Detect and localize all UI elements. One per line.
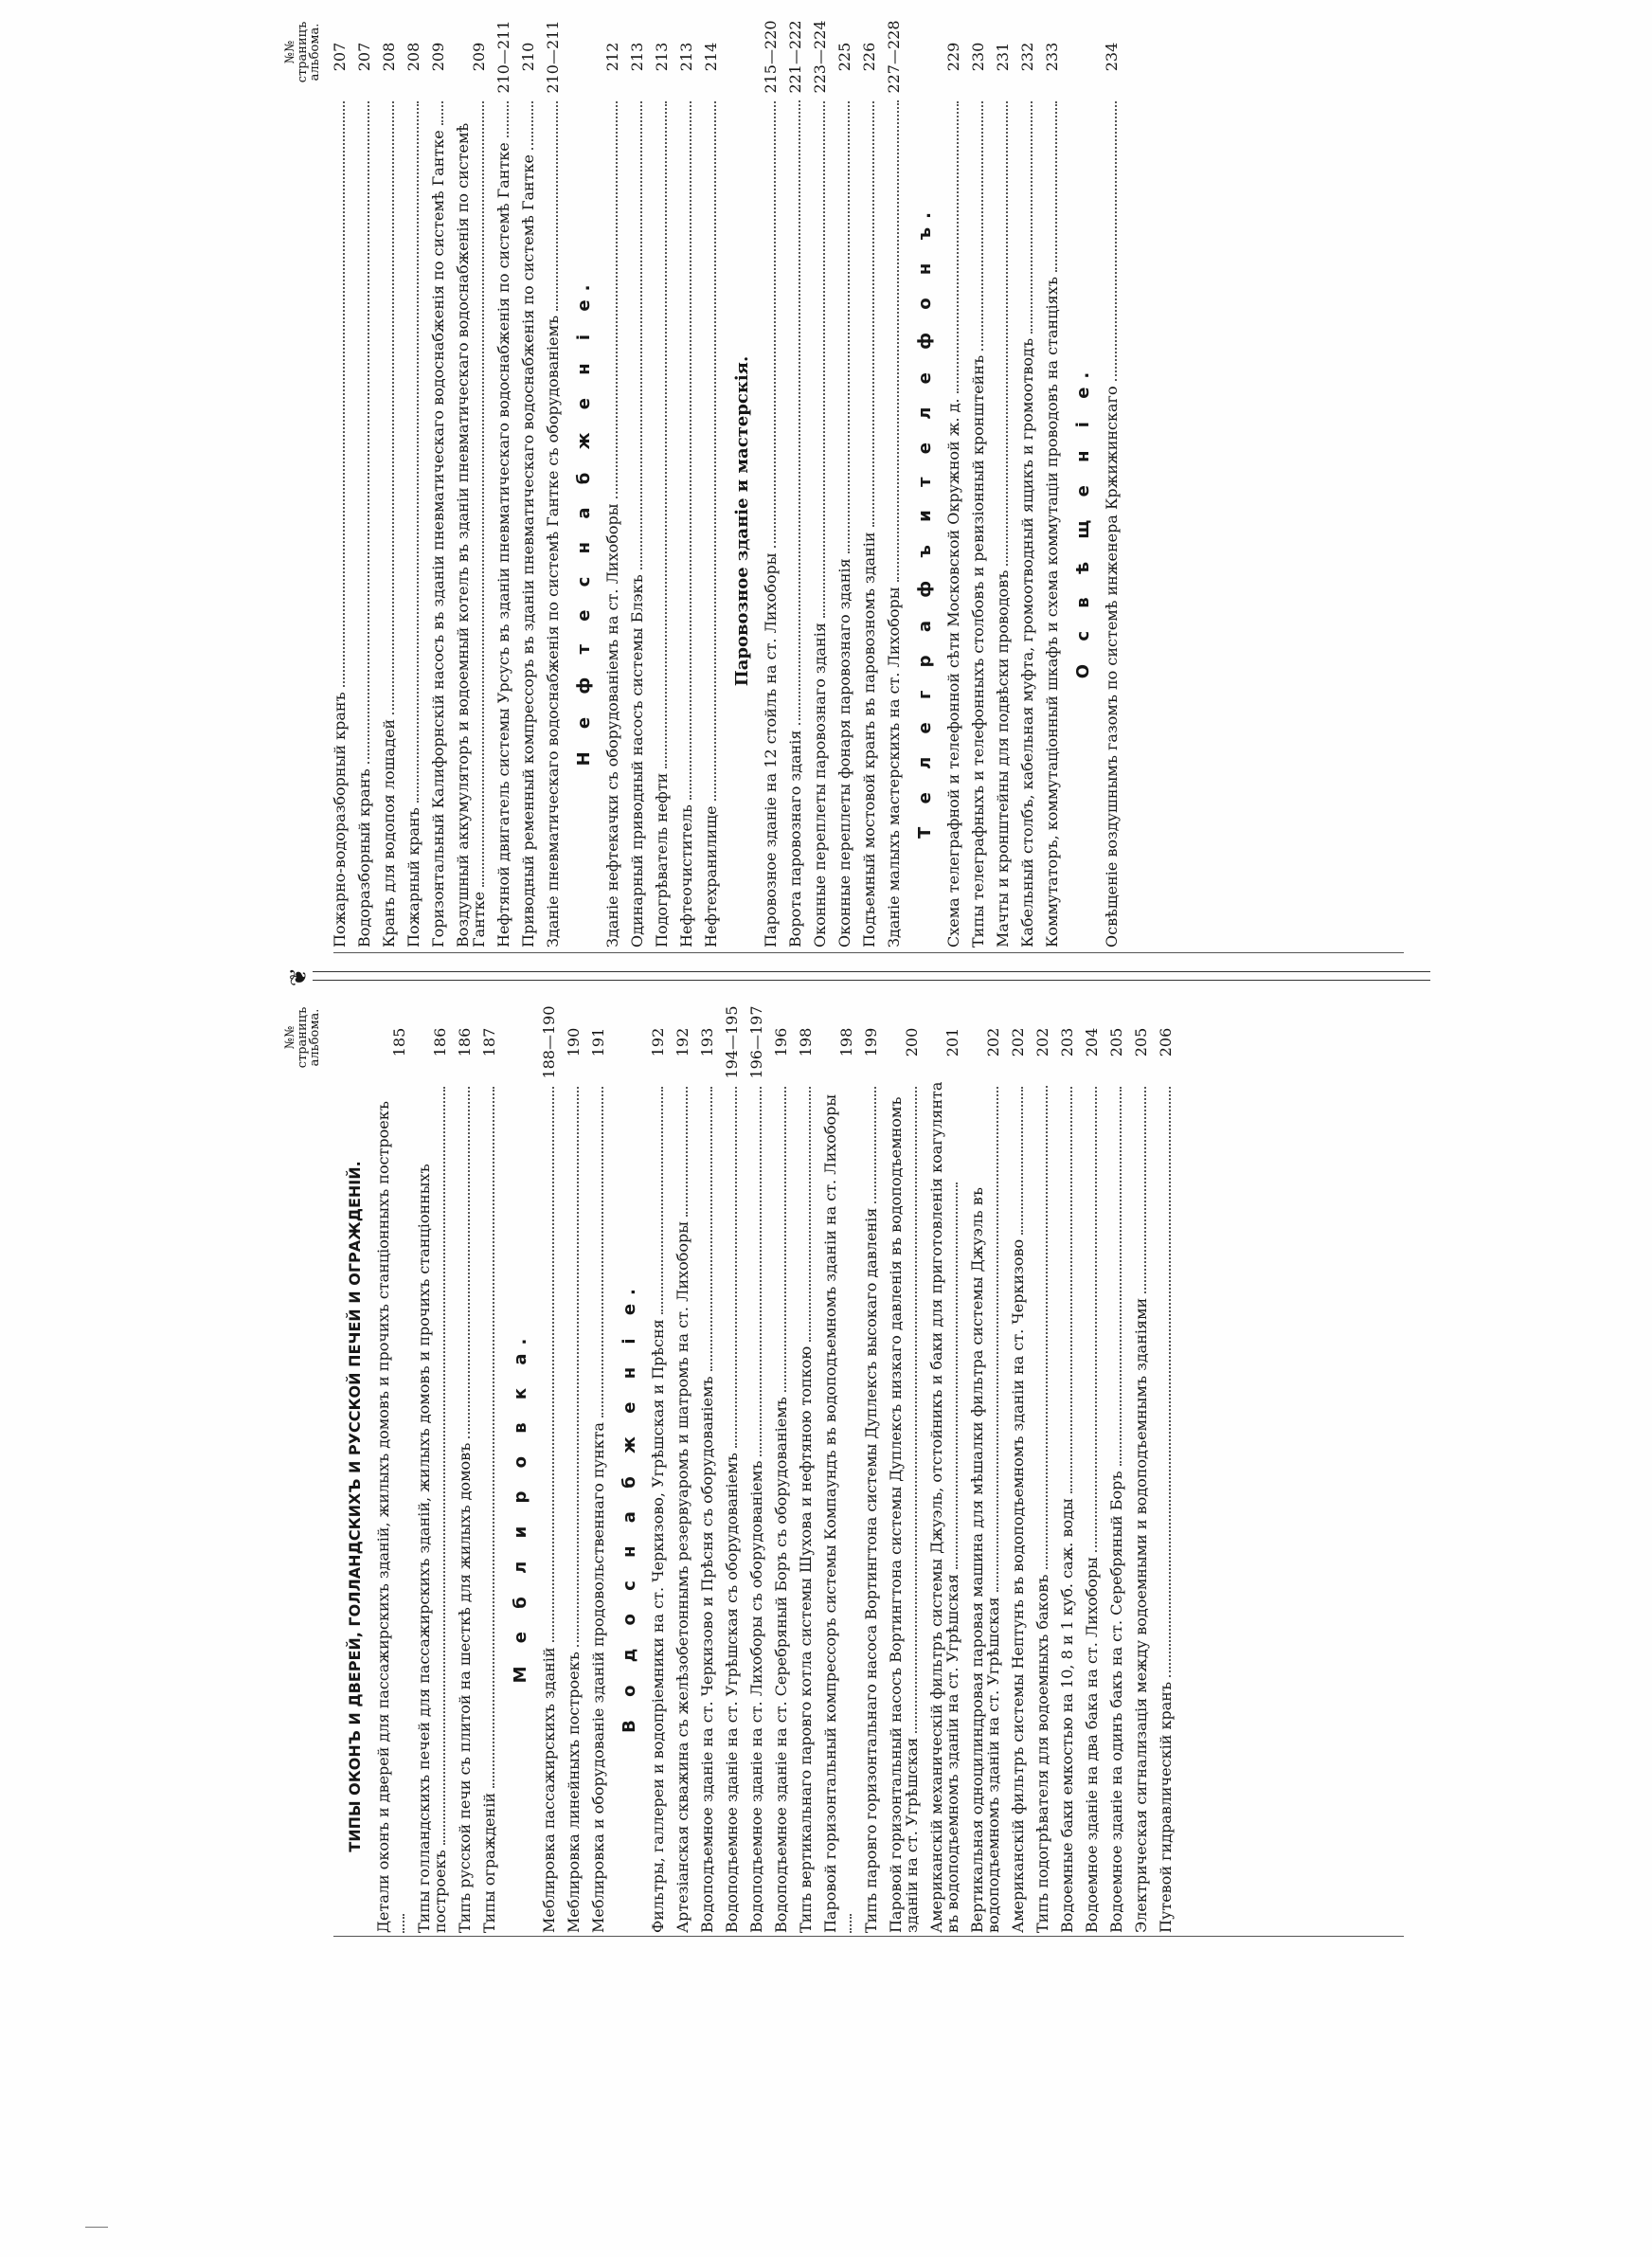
entry-page-number: 210 (519, 42, 537, 72)
entry-page-number: 204 (1083, 1027, 1101, 1057)
entry-title (381, 95, 397, 948)
entry-page-number: 232 (1018, 42, 1036, 72)
entry-page-number: 214 (702, 42, 720, 72)
leader-dots (493, 1087, 494, 1788)
entry-title (1104, 95, 1120, 948)
contents-list (1104, 19, 1120, 948)
entry-page-number: 209 (429, 42, 447, 72)
contents-entry (604, 19, 620, 948)
entry-page-number: 192 (649, 1027, 667, 1057)
contents-entry (650, 1004, 666, 1933)
leader-dots (690, 101, 691, 800)
leader-dots (1021, 1087, 1023, 1235)
entry-title (822, 1080, 854, 1933)
entry-title-text: Приводный ременный компрессоръ въ зданіи пневматическаго водоснабженія по системѣ Гантке (519, 154, 537, 948)
entry-title-text: Паровой горизонтальный компрессоръ системы Компаундъ въ водоподъемномъ зданіи на ст. Лихоборы (821, 1093, 839, 1933)
entry-title-text: Водоемное зданіе на одинъ бакъ на ст. Серебряный Боръ (1107, 1471, 1125, 1933)
entry-page-number: 206 (1157, 1027, 1175, 1057)
entry-title-text: Водоемное зданіе на два бака на ст. Лихоборы (1083, 1557, 1101, 1933)
entry-title (481, 1080, 497, 1933)
entry-page-number: 202 (984, 1027, 1002, 1057)
contents-entry (455, 19, 487, 948)
contents-entry (945, 19, 961, 948)
entry-page-number: 230 (969, 42, 987, 72)
leader-dots (686, 1087, 688, 1217)
contents-entry (481, 1004, 497, 1933)
leader-dots (1070, 1087, 1072, 1493)
entry-title-text: Паровозное зданіе на 12 стойлъ на ст. Лихоборы (762, 552, 780, 948)
entry-page-number: 210—211 (544, 20, 562, 94)
entry-title-text: Типы огражденій (480, 1792, 498, 1933)
entry-page-number: 226 (860, 42, 878, 72)
entry-title-text: Пожарно-водоразборный кранъ (331, 692, 349, 948)
entry-title-text: Мачты и кронштейны для подвѣски проводовъ (994, 569, 1012, 948)
entry-title (1059, 1080, 1075, 1933)
entry-page-number: 202 (1009, 1027, 1027, 1057)
entry-title (430, 95, 446, 948)
entry-title-text: Меблировка линейныхъ построекъ (565, 1652, 583, 1933)
entry-title-text: Ворота паровознаго зданія (786, 730, 804, 948)
entry-title-text: Водоподъемное зданіе на ст. Черкизово и Прѣсня съ оборудованіемъ (698, 1376, 716, 1933)
entry-title-text: Подогрѣватель нефти (653, 772, 671, 948)
entry-page-number: 191 (589, 1027, 607, 1057)
entry-page-number: 227—228 (885, 20, 903, 94)
contents-entry (416, 1004, 448, 1933)
entry-page-number: 208 (404, 42, 422, 72)
leader-dots (468, 1087, 470, 1438)
contents-entry (886, 19, 902, 948)
contents-entry (812, 19, 828, 948)
entry-title (836, 95, 853, 948)
entry-title (1108, 1080, 1124, 1933)
entry-page-number: 202 (1033, 1027, 1051, 1057)
entry-title (1010, 1080, 1026, 1933)
leader-dots (343, 101, 345, 687)
entry-title (1044, 95, 1060, 948)
contents-list (604, 19, 719, 948)
entry-page-number: 188—190 (540, 1005, 558, 1079)
contents-entry (1034, 1004, 1050, 1933)
leader-dots (760, 1087, 762, 1456)
entry-page-number: 200 (903, 1027, 921, 1057)
entry-page-number: 194—195 (723, 1005, 741, 1079)
entry-title-text: Электрическая сигнализація между водоемными и водоподъемнымъ зданіями (1132, 1297, 1150, 1933)
entry-title-text: Детали оконъ и дверей для пассажирскихъ зданій, жилыхъ домовъ и прочихъ станціонныхъ построекъ (374, 1101, 392, 1933)
entry-title-text: Воздушный аккумуляторъ и водоемный котелъ въ зданіи пневматическаго водоснабженія по системѣ Гантке (454, 122, 488, 948)
entry-title-text: Типы телеграфныхъ и телефонныхъ столбовъ и ревизіонный кронштейнъ (969, 354, 987, 948)
entry-page-number: 210—211 (494, 20, 512, 94)
contents-entry (763, 19, 779, 948)
entry-page-number: 209 (470, 42, 488, 72)
entry-title (457, 1080, 473, 1933)
contents-entry (566, 1004, 582, 1933)
entry-title-text: Нефтеочиститель (677, 804, 695, 948)
entry-title-text: Меблировка пассажирскихъ зданій (540, 1647, 558, 1933)
entry-page-number: 229 (944, 42, 962, 72)
left-column (284, 1004, 1430, 1933)
contents-list (541, 1004, 606, 1933)
contents-entry (888, 1004, 920, 1933)
entry-title (455, 95, 487, 948)
leader-dots (1006, 101, 1008, 566)
leader-dots (661, 1087, 663, 1314)
contents-entry (928, 1004, 961, 1933)
entry-page-number: 196 (772, 1027, 790, 1057)
leader-dots (531, 101, 533, 150)
contents-entry (1108, 1004, 1124, 1933)
entry-title (863, 1080, 879, 1933)
entry-title (703, 95, 719, 948)
entry-page-number: 221—222 (786, 20, 804, 94)
entry-title-text: Коммутаторъ, коммутаціонный шкафъ и схема коммутаціи проводовъ на станціяхъ (1043, 277, 1061, 948)
leader-dots (665, 101, 667, 768)
entry-page-number: 192 (673, 1027, 691, 1057)
entry-title (787, 95, 803, 948)
entry-page-number: 201 (943, 1027, 961, 1057)
entry-title-text: Оконные переплеты фонаря паровознаго зданія (835, 558, 853, 948)
entry-title-text: Типъ подогрѣвателя для водоемныхъ баковъ (1033, 1574, 1051, 1933)
right-margin-rule (333, 952, 1404, 953)
contents-entry (822, 1004, 854, 1933)
right-column-header (284, 19, 332, 948)
leader-dots (784, 1087, 786, 1392)
entry-title (590, 1080, 606, 1933)
leader-dots (1095, 1087, 1097, 1552)
contents-entry (381, 19, 397, 948)
entry-title-text: Паровой горизонтальный насосъ Вортингтона системы Дуплексъ низкаго давленія въ водоподъемномъ зданіи на ст. Угрѣшская (887, 1096, 921, 1933)
entry-page-number: 190 (565, 1027, 583, 1057)
contents-entry (375, 1004, 407, 1933)
entry-title-text: Горизонтальный Калифорнскій насосъ въ зданіи пневматическаго водоснабженія по системѣ Гантке (429, 130, 447, 948)
contents-list (650, 1004, 1174, 1933)
left-column-body (345, 1004, 1174, 1933)
contents-list (763, 19, 902, 948)
leader-dots (997, 1087, 998, 1592)
entry-title (1084, 1080, 1100, 1933)
leader-dots (443, 1087, 445, 1845)
entry-title-text: Подъемный мостовой кранъ въ паровозномъ зданіи (860, 532, 878, 948)
leader-dots (714, 101, 716, 801)
contents-entry (654, 19, 670, 948)
leader-dots (850, 1914, 852, 1933)
leader-dots (1120, 1087, 1122, 1466)
entry-title-text: Освѣщеніе воздушнымъ газомъ по системѣ инженера Кржижинскаго (1103, 386, 1121, 948)
leader-dots (1046, 1086, 1048, 1569)
entry-title (970, 95, 986, 948)
entry-page-number: 199 (862, 1027, 880, 1057)
entry-title-text: Вертикальная одноцилиндровая паровая машина для мѣшалки фильтра системы Джуэль въ водоподъемномъ зданіи на ст. Угрѣшская (968, 1187, 1002, 1933)
leader-dots (848, 101, 850, 553)
entry-page-number: 186 (456, 1027, 474, 1057)
contents-entry (674, 1004, 691, 1933)
leader-dots (552, 1087, 554, 1642)
entry-title (541, 1080, 557, 1933)
section-heading: Н е ф т е с н а б ж е н і е. (574, 276, 594, 767)
center-gutter (313, 971, 1430, 981)
contents-entry (457, 1004, 473, 1933)
leader-dots (368, 101, 369, 764)
entry-title (566, 1080, 582, 1933)
entry-title-text: Нефтехранилище (702, 805, 720, 948)
entry-page-number: 207 (355, 42, 373, 72)
contents-entry (541, 1004, 557, 1933)
leader-dots (403, 1914, 404, 1933)
entry-page-number: 203 (1058, 1027, 1076, 1057)
entry-title (1158, 1080, 1174, 1933)
entry-title (1034, 1080, 1050, 1933)
margin-mark (85, 2227, 108, 2228)
leader-dots (809, 1087, 811, 1342)
entry-title-text: Типъ паровго горизонтальнаго насоса Вортингтона системы Дуплексъ высокаго давленія (862, 1207, 880, 1933)
contents-entry (1010, 1004, 1026, 1933)
contents-entry (703, 19, 719, 948)
entry-title-text: Зданіе малыхъ мастерскихъ на ст. Лихоборы (885, 587, 903, 948)
contents-entry (970, 19, 986, 948)
leader-dots (957, 101, 959, 393)
contents-entry (545, 19, 561, 948)
section-heading: Т е л е г р а ф ъ и т е л е ф о н ъ. (915, 204, 935, 839)
leader-dots (872, 101, 874, 527)
left-margin-rule (333, 1936, 1404, 1937)
section-heading: М е б л и р о в к а. (511, 1329, 530, 1684)
entry-title (674, 1080, 691, 1933)
leader-dots (799, 100, 800, 725)
ornament-icon: ❦ (285, 966, 312, 987)
entry-title (356, 95, 372, 948)
entry-title (763, 95, 779, 948)
entry-page-number: 233 (1043, 42, 1061, 72)
entry-title (798, 1080, 814, 1933)
contents-entry (836, 19, 853, 948)
entry-title-text: Американскій механическій фильтръ системы Джуэль, отстойникъ и баки для приготовленія коагулянта въ водоподъемномъ зданіи на ст. Угрѣшская (927, 1081, 961, 1933)
entry-page-number: 207 (331, 42, 349, 72)
section-heading: В о д о с н а б ж е н і е. (620, 1280, 639, 1733)
entry-title-text: Типъ русской печи съ плитой на шесткѣ для жилыхъ домовъ (456, 1442, 474, 1933)
rotated-sheet (284, 0, 1430, 2018)
entry-title (773, 1080, 789, 1933)
entry-title (1133, 1080, 1149, 1933)
entry-page-number: 212 (603, 42, 621, 72)
leader-dots (897, 100, 899, 582)
entry-page-number: 208 (380, 42, 398, 72)
section-heading: Паровозное зданіе и мастерскія. (732, 355, 752, 687)
entry-title-text: Водоемные баки емкостью на 10, 8 и 1 куб. саж. воды (1058, 1498, 1076, 1933)
entry-page-number: 215—220 (762, 20, 780, 94)
entry-page-number: 213 (628, 42, 646, 72)
entry-title (629, 95, 645, 948)
entry-page-number: 205 (1132, 1027, 1150, 1057)
entry-title (678, 95, 694, 948)
pages-column-label: №№ страницъ альбома. (283, 21, 322, 83)
leader-dots (1144, 1087, 1146, 1293)
leader-dots (1055, 101, 1057, 272)
entry-title (1019, 95, 1035, 948)
leader-dots (1031, 101, 1032, 334)
contents-entry (773, 1004, 789, 1933)
contents-entry (1084, 1004, 1100, 1933)
leader-dots (735, 1087, 737, 1448)
contents-entry (629, 19, 645, 948)
right-column (284, 19, 1430, 948)
contents-entry (332, 19, 348, 948)
entry-title (654, 95, 670, 948)
entry-title-text: Оконные переплеты паровознаго зданія (811, 623, 829, 948)
leader-dots (616, 101, 618, 498)
leader-dots (602, 1087, 603, 1417)
entry-title-text: Кранъ для водопоя лошадей (380, 718, 398, 948)
contents-entry (699, 1004, 715, 1933)
entry-title (812, 95, 828, 948)
entry-title-text: Зданіе пневматическаго водоснабженія по системѣ Гантке съ оборудованіемъ (544, 315, 562, 948)
contents-entry (1158, 1004, 1174, 1933)
leader-dots (392, 101, 394, 714)
leader-dots (874, 1087, 876, 1203)
entry-page-number: 185 (390, 1027, 408, 1057)
leader-dots (981, 101, 983, 351)
entry-title (886, 95, 902, 948)
entry-title (888, 1080, 920, 1933)
entry-title (375, 1080, 407, 1933)
entry-title-text: Водоподъемное зданіе на ст. Серебряный Боръ съ оборудованіемъ (772, 1397, 790, 1933)
entry-title-text: Типъ вертикальнаго паровго котла системы Шухова и нефтяною топкою (797, 1345, 815, 1933)
contents-entry (1044, 19, 1060, 948)
entry-title-text: Пожарный кранъ (404, 807, 422, 948)
entry-title (724, 1080, 740, 1933)
entry-page-number: 225 (835, 42, 853, 72)
entry-title-text: Кабельный столбъ, кабельная муфта, громоотводный ящикъ и громоотводъ (1018, 337, 1036, 948)
contents-entry (861, 19, 877, 948)
entry-title (416, 1080, 448, 1933)
entry-page-number: 205 (1107, 1027, 1125, 1057)
entry-title-text: Одинарный приводный насосъ системы Блэкъ (628, 574, 646, 948)
entry-page-number: 187 (480, 1027, 498, 1057)
leader-dots (556, 101, 558, 311)
contents-entry (969, 1004, 1001, 1933)
contents-list (945, 19, 1060, 948)
entry-page-number: 186 (431, 1027, 449, 1057)
contents-entry (430, 19, 446, 948)
leader-dots (710, 1087, 712, 1371)
leader-dots (915, 1087, 917, 1733)
entry-title (495, 95, 512, 948)
entry-title-text: Типы голландскихъ печей для пассажирскихъ зданій, жилыхъ домовъ и прочихъ станціонныхъ построекъ (415, 1164, 449, 1933)
entry-title (995, 95, 1011, 948)
section-heading: ТИПЫ ОКОНЪ И ДВЕРЕЙ, ГОЛЛАНДСКИХЪ И РУССКОЙ ПЕЧЕЙ И ОГРАЖДЕНІЙ. (346, 1161, 364, 1852)
entry-page-number: 223—224 (811, 20, 829, 94)
leader-dots (577, 1087, 579, 1647)
contents-entry (495, 19, 512, 948)
contents-entry (724, 1004, 740, 1933)
contents-entry (1133, 1004, 1149, 1933)
contents-entry (1059, 1004, 1075, 1933)
entry-title (405, 95, 422, 948)
leader-dots (1115, 101, 1117, 381)
entry-page-number: 193 (698, 1027, 716, 1057)
contents-entry (787, 19, 803, 948)
leader-dots (956, 1183, 958, 1569)
contents-entry (1019, 19, 1035, 948)
contents-entry (863, 1004, 879, 1933)
entry-title-text: Меблировка и оборудованіе зданій продовольственнаго пункта (589, 1421, 607, 1933)
entry-title (945, 95, 961, 948)
entry-title-text: Артезіанская скважина съ желѣзобетоннымъ резервуаромъ и шатромъ на ст. Лихоборы (673, 1220, 691, 1933)
entry-page-number: 196—197 (747, 1005, 765, 1079)
contents-entry (356, 19, 372, 948)
section-heading: О с в ѣ щ е н і е. (1073, 363, 1093, 679)
entry-page-number: 213 (677, 42, 695, 72)
contents-entry (405, 19, 422, 948)
entry-title-text: Зданіе нефтекачки съ оборудованіемъ на ст. Лихоборы (603, 503, 621, 948)
leader-dots (774, 101, 776, 548)
entry-page-number: 234 (1103, 42, 1121, 72)
entry-title-text: Путевой гидравлическій кранъ (1157, 1681, 1175, 1933)
entry-page-number: 213 (653, 42, 671, 72)
entry-title-text: Водоподъемное зданіе на ст. Лихоборы съ оборудованіемъ (747, 1460, 765, 1933)
entry-title-text: Водоподъемное зданіе на ст. Угрѣшская съ оборудованіемъ (723, 1453, 741, 1933)
entry-title (545, 95, 561, 948)
leader-dots (441, 101, 443, 125)
left-column-header (284, 1004, 332, 1933)
contents-entry (1104, 19, 1120, 948)
leader-dots (417, 101, 419, 803)
contents-list (332, 19, 561, 948)
contents-entry (798, 1004, 814, 1933)
entry-title (928, 1080, 961, 1933)
contents-list (375, 1004, 497, 1933)
contents-entry (520, 19, 536, 948)
entry-title-text: Водоразборный кранъ (355, 768, 373, 948)
contents-entry (590, 1004, 606, 1933)
contents-entry (678, 19, 694, 948)
entry-title (969, 1080, 1001, 1933)
leader-dots (823, 101, 825, 618)
entry-title (748, 1080, 764, 1933)
entry-title-text: Схема телеграфной и телефонной сѣти Московской Окружной ж. д. (944, 398, 962, 948)
entry-page-number: 198 (837, 1027, 855, 1057)
leader-dots (1169, 1087, 1171, 1677)
leader-dots (482, 101, 484, 887)
entry-title (650, 1080, 666, 1933)
entry-title (604, 95, 620, 948)
entry-title (520, 95, 536, 948)
leader-dots (507, 101, 509, 137)
contents-entry (748, 1004, 764, 1933)
entry-title-text: Фильтры, галлереи и водопріемники на ст. Черкизово, Угрѣшская и Прѣсня (649, 1319, 667, 1933)
entry-title (332, 95, 348, 948)
entry-title-text: Нефтяной двигатель системы Урсусъ въ зданіи пневматическаго водоснабженія по системѣ Гантке (494, 142, 512, 948)
entry-page-number: 198 (797, 1027, 815, 1057)
leader-dots (640, 101, 642, 569)
contents-entry (995, 19, 1011, 948)
pages-column-label: №№ страницъ альбома. (283, 1006, 322, 1069)
entry-title (861, 95, 877, 948)
entry-page-number: 231 (994, 42, 1012, 72)
entry-title-text: Американскій фильтръ системы Нептунъ въ водоподъемномъ зданіи на ст. Черкизово (1009, 1238, 1027, 1933)
right-column-body (332, 19, 1120, 948)
entry-title (699, 1080, 715, 1933)
